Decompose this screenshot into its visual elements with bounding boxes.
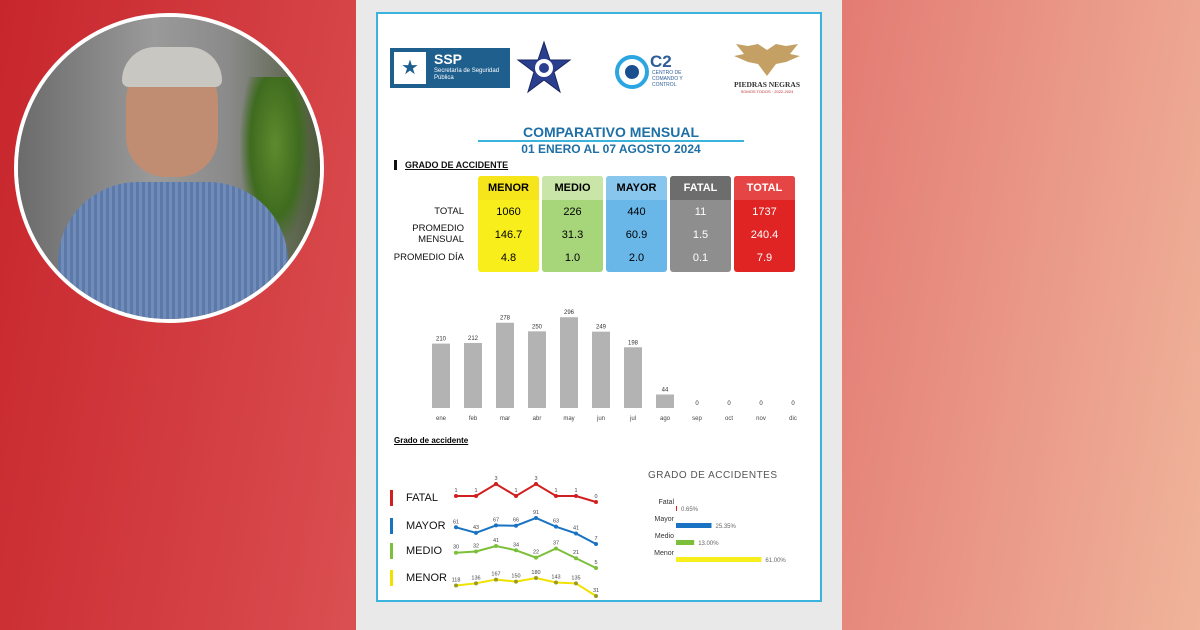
cell-value: 1.0 <box>564 252 581 264</box>
series-point <box>574 556 578 560</box>
bar <box>464 343 482 408</box>
hbar-value-label: 25.35% <box>715 524 736 530</box>
hbar-value-label: 61.00% <box>765 558 786 564</box>
hbar-value-label: 0.65% <box>681 507 699 513</box>
bar-value-label: 278 <box>499 315 511 322</box>
series-point <box>474 581 478 585</box>
cell-value: 146.7 <box>494 229 523 241</box>
hbar <box>676 506 677 511</box>
series-point <box>474 550 478 554</box>
bar <box>624 347 642 408</box>
summary-column-medio <box>542 176 603 272</box>
x-tick-label: feb <box>468 416 478 422</box>
series-point <box>474 494 478 498</box>
photo-hair <box>122 47 222 87</box>
point-value-label: 66 <box>512 517 520 524</box>
ssp-logo <box>390 48 510 88</box>
point-value-label: 5 <box>594 560 598 566</box>
column-header-menor: MENOR <box>478 176 539 200</box>
portrait-photo <box>14 13 324 323</box>
c2-logo-title: C2 <box>650 52 672 71</box>
series-point <box>494 544 498 548</box>
legend-label: MEDIO <box>406 545 443 557</box>
bar <box>592 332 610 408</box>
point-value-label: 63 <box>552 518 560 525</box>
report-subtitle: 01 ENERO AL 07 AGOSTO 2024 <box>521 142 701 156</box>
point-value-label: 167 <box>491 571 501 578</box>
bar <box>432 344 450 408</box>
report-document <box>376 12 822 602</box>
point-value-label: 7 <box>594 536 598 542</box>
bar-value-label: 0 <box>759 401 763 407</box>
report-title: COMPARATIVO MENSUAL <box>478 124 744 142</box>
point-value-label: 118 <box>451 577 461 584</box>
column-header-total: TOTAL <box>734 176 795 200</box>
series-point <box>574 531 578 535</box>
cell-value: 11 <box>694 206 707 218</box>
series-point <box>514 548 518 552</box>
bar-value-label: 0 <box>727 401 731 407</box>
point-value-label: 37 <box>552 540 560 547</box>
x-tick-label: dic <box>789 416 797 422</box>
series-point <box>554 580 558 584</box>
bar-value-label: 0 <box>791 401 795 407</box>
percentage-bar-chart <box>638 494 814 584</box>
hbar <box>676 557 761 562</box>
series-point <box>454 551 458 555</box>
cell-value: 440 <box>627 206 646 218</box>
photo-shirt <box>58 182 288 323</box>
legend-label: MENOR <box>406 572 447 584</box>
point-value-label: 61 <box>452 519 460 526</box>
series-point <box>574 581 578 585</box>
column-header-mayor: MAYOR <box>606 176 667 200</box>
cell-value: 1060 <box>496 206 521 218</box>
eagle-icon <box>728 42 806 80</box>
point-value-label: 180 <box>531 570 541 576</box>
legend-label: FATAL <box>406 492 438 504</box>
column-header-fatal: FATAL <box>670 176 731 200</box>
row-label-promedio-dia: PROMEDIO DÍA <box>393 252 464 263</box>
line-chart-title: Grado de accidente <box>394 436 469 445</box>
x-tick-label: sep <box>692 416 702 422</box>
column-header-medio: MEDIO <box>542 176 603 200</box>
cell-value: 0.1 <box>692 252 709 264</box>
point-value-label: 0 <box>594 494 598 500</box>
cell-value: 31.3 <box>561 229 584 241</box>
series-point <box>534 576 538 580</box>
series-point <box>494 523 498 527</box>
bar-value-label: 198 <box>627 340 639 347</box>
point-value-label: 31 <box>592 588 600 594</box>
hbar <box>676 540 694 545</box>
ssp-logo-title: SSP <box>434 51 463 67</box>
series-point <box>514 524 518 528</box>
point-value-label: 143 <box>551 574 561 581</box>
hbar-category-label: Medio <box>654 533 674 540</box>
bar-value-label: 296 <box>563 310 575 317</box>
point-value-label: 3 <box>534 476 538 482</box>
x-tick-label: jun <box>596 416 606 422</box>
series-point <box>514 494 518 498</box>
series-point <box>594 566 598 570</box>
series-point <box>554 525 558 529</box>
summary-column-total <box>734 176 795 272</box>
point-value-label: 30 <box>452 544 460 551</box>
summary-column-menor <box>478 176 539 272</box>
series-point <box>474 531 478 535</box>
cell-value: 240.4 <box>750 229 779 241</box>
x-tick-label: oct <box>724 416 734 422</box>
c2-emblem-icon <box>614 50 650 100</box>
monthly-bar-chart <box>424 304 804 426</box>
hbar-category-label: Mayor <box>654 516 674 523</box>
point-value-label: 1 <box>574 488 578 494</box>
bar <box>528 331 546 408</box>
series-point <box>534 482 538 486</box>
cell-value: 60.9 <box>625 229 648 241</box>
x-tick-label: mar <box>499 416 511 422</box>
point-value-label: 21 <box>572 550 580 557</box>
series-point <box>594 542 598 546</box>
series-point <box>554 494 558 498</box>
series-point <box>574 494 578 498</box>
monthly-line-chart <box>384 466 624 604</box>
point-value-label: 1 <box>454 488 458 494</box>
bar-value-label: 44 <box>661 387 669 394</box>
section-label: GRADO DE ACCIDENTE <box>394 160 508 170</box>
cell-value: 226 <box>563 206 582 218</box>
cell-value: 2.0 <box>628 252 645 264</box>
series-point <box>494 578 498 582</box>
series-point <box>594 500 598 504</box>
bar-value-label: 210 <box>435 336 447 343</box>
x-tick-label: jul <box>629 416 637 422</box>
cell-value: 1737 <box>752 206 777 218</box>
x-tick-label: ago <box>659 416 671 422</box>
bar <box>496 323 514 408</box>
point-value-label: 150 <box>511 573 521 580</box>
cell-value: 7.9 <box>756 252 773 264</box>
x-tick-label: nov <box>756 416 766 422</box>
ssp-logo-subtitle: Secretaría de Seguridad Pública <box>434 68 500 81</box>
series-point <box>594 594 598 598</box>
x-tick-label: abr <box>532 416 542 422</box>
series-point <box>534 516 538 520</box>
point-value-label: 3 <box>494 476 498 482</box>
point-value-label: 41 <box>492 538 500 544</box>
series-point <box>534 556 538 560</box>
hbar-value-label: 13.00% <box>698 541 719 547</box>
point-value-label: 136 <box>471 575 481 582</box>
series-point <box>454 494 458 498</box>
bar <box>560 317 578 408</box>
point-value-label: 43 <box>472 524 480 531</box>
point-value-label: 22 <box>532 549 540 556</box>
cell-value: 4.8 <box>500 252 517 264</box>
series-point <box>494 482 498 486</box>
police-badge-icon <box>516 40 572 100</box>
point-value-label: 1 <box>474 488 478 494</box>
point-value-label: 135 <box>571 575 581 582</box>
point-value-label: 1 <box>514 488 518 494</box>
piedras-negras-title: PIEDRAS NEGRAS <box>733 80 801 89</box>
point-value-label: 34 <box>512 542 520 549</box>
bar-value-label: 249 <box>595 324 607 331</box>
star-icon: ★ <box>394 52 426 84</box>
bar-value-label: 250 <box>531 324 543 331</box>
summary-column-mayor <box>606 176 667 272</box>
series-point <box>454 583 458 587</box>
bar-value-label: 0 <box>695 401 699 407</box>
c2-logo <box>614 50 694 102</box>
series-point <box>554 546 558 550</box>
hbar-chart-title: GRADO DE ACCIDENTES <box>648 470 778 481</box>
point-value-label: 32 <box>472 543 480 550</box>
piedras-negras-logo <box>728 42 806 102</box>
point-value-label: 67 <box>492 517 500 524</box>
point-value-label: 41 <box>572 525 580 532</box>
bar-value-label: 212 <box>467 335 479 342</box>
hbar-category-label: Fatal <box>658 499 674 506</box>
x-tick-label: may <box>563 416 575 422</box>
c2-logo-subtitle: CENTRO DE COMANDO Y CONTROL <box>652 70 683 88</box>
point-value-label: 1 <box>554 488 558 494</box>
x-tick-label: ene <box>435 416 447 422</box>
summary-column-fatal <box>670 176 731 272</box>
point-value-label: 91 <box>532 510 540 516</box>
series-point <box>514 580 518 584</box>
piedras-negras-subtitle: SOMOS TODOS · 2022-2024 <box>740 89 794 94</box>
series-point <box>454 525 458 529</box>
legend-label: MAYOR <box>406 520 446 532</box>
hbar <box>676 523 711 528</box>
row-label-promedio-mensual: PROMEDIO MENSUAL <box>412 223 464 245</box>
cell-value: 1.5 <box>692 229 709 241</box>
bar <box>656 395 674 408</box>
row-label-total: TOTAL <box>434 206 464 217</box>
hbar-category-label: Menor <box>654 550 674 557</box>
